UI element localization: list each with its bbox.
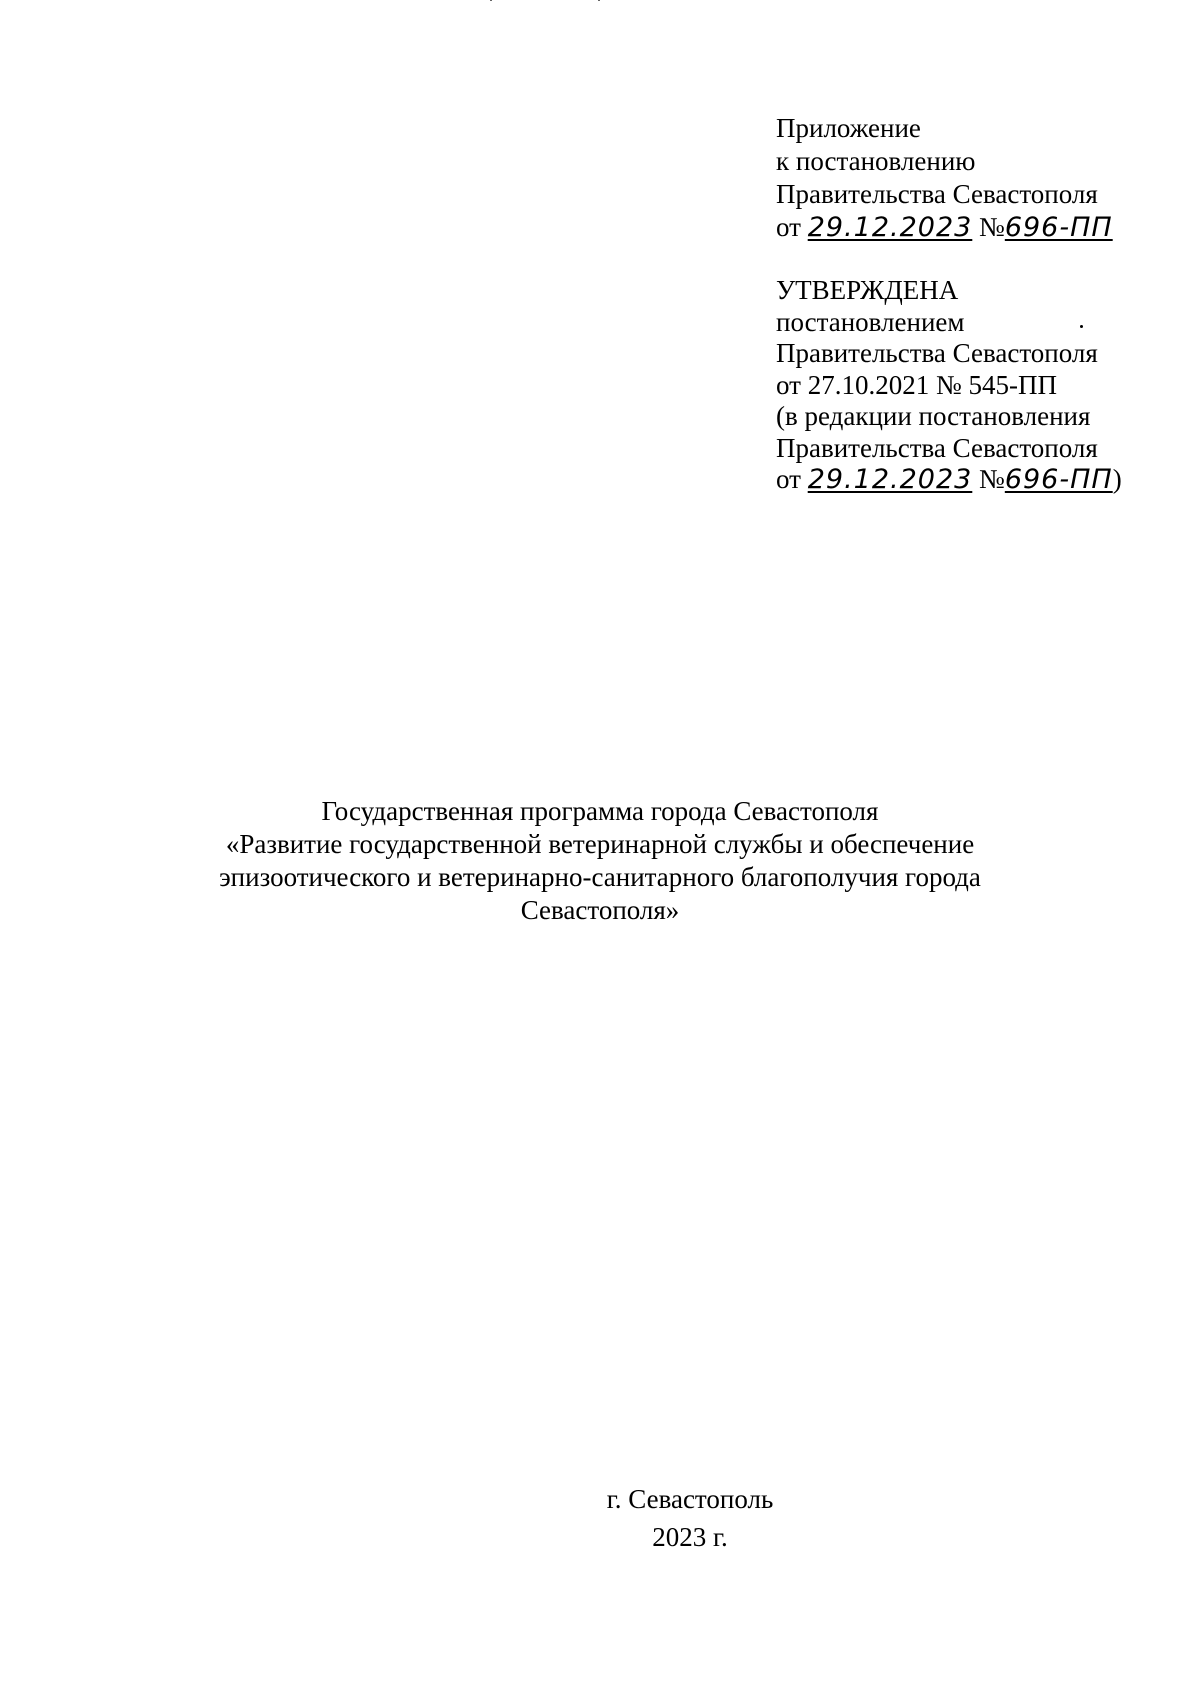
approved-edition-date-number	[776, 464, 1186, 496]
appendix-header	[776, 112, 1176, 244]
approved-date-prefix: от	[776, 464, 801, 494]
footer-year: 2023 г.	[652, 1522, 728, 1552]
scan-dot	[1080, 325, 1083, 328]
program-title	[150, 795, 1050, 927]
appendix-government: Правительства Севастополя	[776, 179, 1098, 209]
approved-number-handwritten: 696-ПП	[1004, 464, 1113, 495]
program-title-line-4: Севастополя»	[520, 895, 680, 925]
approved-closing-paren: )	[1112, 464, 1122, 494]
approved-number-prefix: №	[979, 464, 1005, 494]
appendix-label: Приложение	[776, 113, 921, 143]
approved-edition-government: Правительства Севастополя	[776, 432, 1098, 463]
appendix-number-handwritten: 696-ПП	[1004, 212, 1113, 243]
scan-artifact	[490, 0, 492, 1]
appendix-date-number	[776, 211, 1176, 244]
approved-edition-note: (в редакции постановления	[776, 401, 1091, 431]
program-title-line-1: Государственная программа города Севастополя	[321, 796, 879, 826]
approved-header	[776, 275, 1186, 496]
footer-city: г. Севастополь	[606, 1484, 774, 1514]
appendix-date-handwritten: 29.12.2023	[807, 212, 973, 243]
scan-artifact	[598, 0, 600, 1]
appendix-date-prefix: от	[776, 212, 801, 242]
appendix-number-prefix: №	[979, 212, 1005, 242]
program-title-line-3: эпизоотического и ветеринарно-санитарного благополучия города	[219, 862, 981, 892]
approved-by-resolution: постановлением	[776, 306, 965, 337]
document-footer	[450, 1480, 930, 1556]
appendix-to-resolution: к постановлению	[776, 146, 976, 176]
approved-original-date: от 27.10.2021 № 545-ПП	[776, 369, 1057, 400]
approved-government: Правительства Севастополя	[776, 338, 1098, 368]
approved-date-handwritten: 29.12.2023	[807, 464, 973, 495]
approved-label: УТВЕРЖДЕНА	[776, 275, 959, 305]
program-title-line-2: «Развитие государственной ветеринарной службы и обеспечение	[225, 829, 975, 859]
